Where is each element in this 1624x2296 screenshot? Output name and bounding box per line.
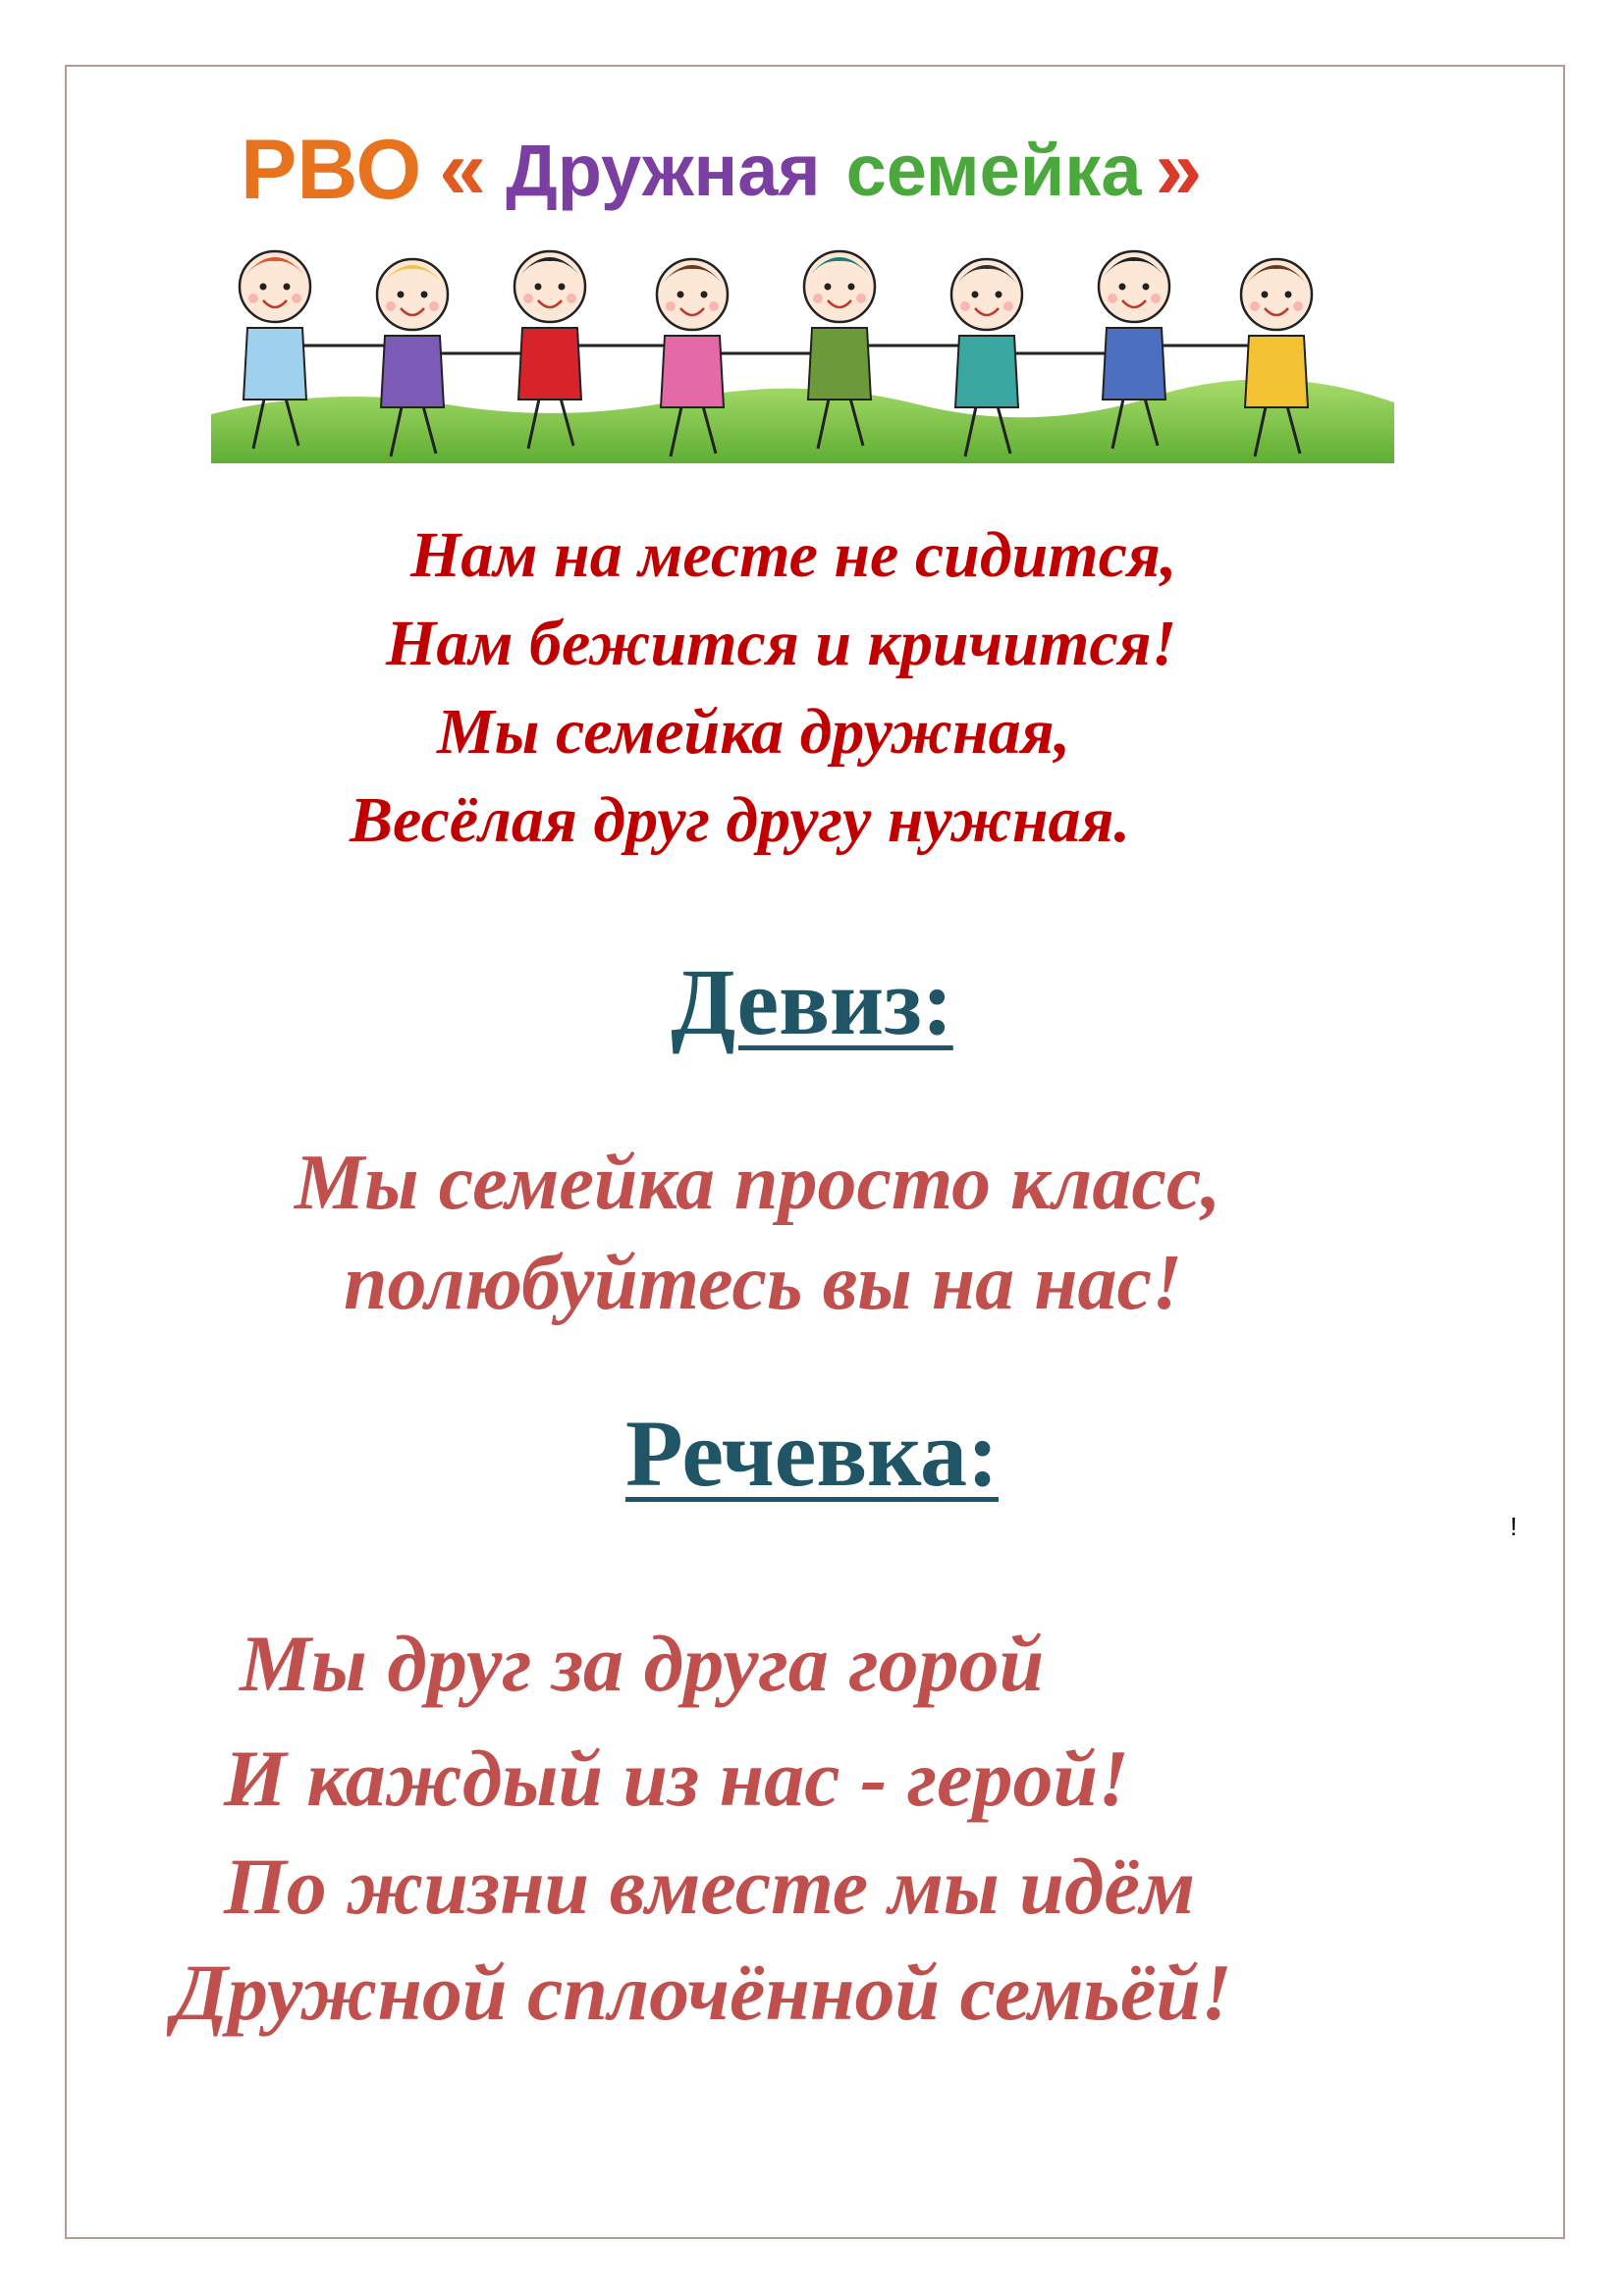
banner: [211, 110, 1394, 463]
banner-word-1: Дружная: [506, 129, 821, 211]
banner-title-prefix: РВО: [241, 122, 422, 217]
stray-exclamation: !: [1510, 1512, 1518, 1541]
banner-title: [241, 116, 1202, 224]
banner-quote-open: «: [439, 122, 487, 217]
chant-heading: [0, 1399, 1624, 1508]
chant-line-3: По жизни вместе мы идём: [224, 1842, 1196, 1931]
chant-heading-text: Речевка:: [624, 1401, 999, 1506]
chant-line-1: Мы друг за друга горой: [240, 1619, 1045, 1708]
intro-line-3: Мы семейка дружная,: [437, 696, 1071, 768]
motto-line-2: полюбуйтесь вы на нас!: [344, 1240, 1183, 1326]
motto-line-1: Мы семейка просто класс,: [295, 1140, 1221, 1226]
children-illustration: [211, 228, 1394, 463]
intro-line-1: Нам на месте не сидится,: [410, 519, 1177, 591]
banner-word-2: семейка: [845, 129, 1142, 211]
chant-line-4: Дружной сплочённой семьёй!: [173, 1948, 1232, 2037]
intro-line-2: Нам бежится и кричится!: [386, 608, 1177, 679]
motto-heading: [0, 947, 1624, 1056]
motto-heading-text: Девиз:: [671, 949, 953, 1054]
chant-line-2: И каждый из нас - герой!: [224, 1734, 1130, 1823]
banner-quote-close: »: [1155, 122, 1203, 217]
intro-line-4: Весёлая друг другу нужная.: [350, 784, 1131, 856]
